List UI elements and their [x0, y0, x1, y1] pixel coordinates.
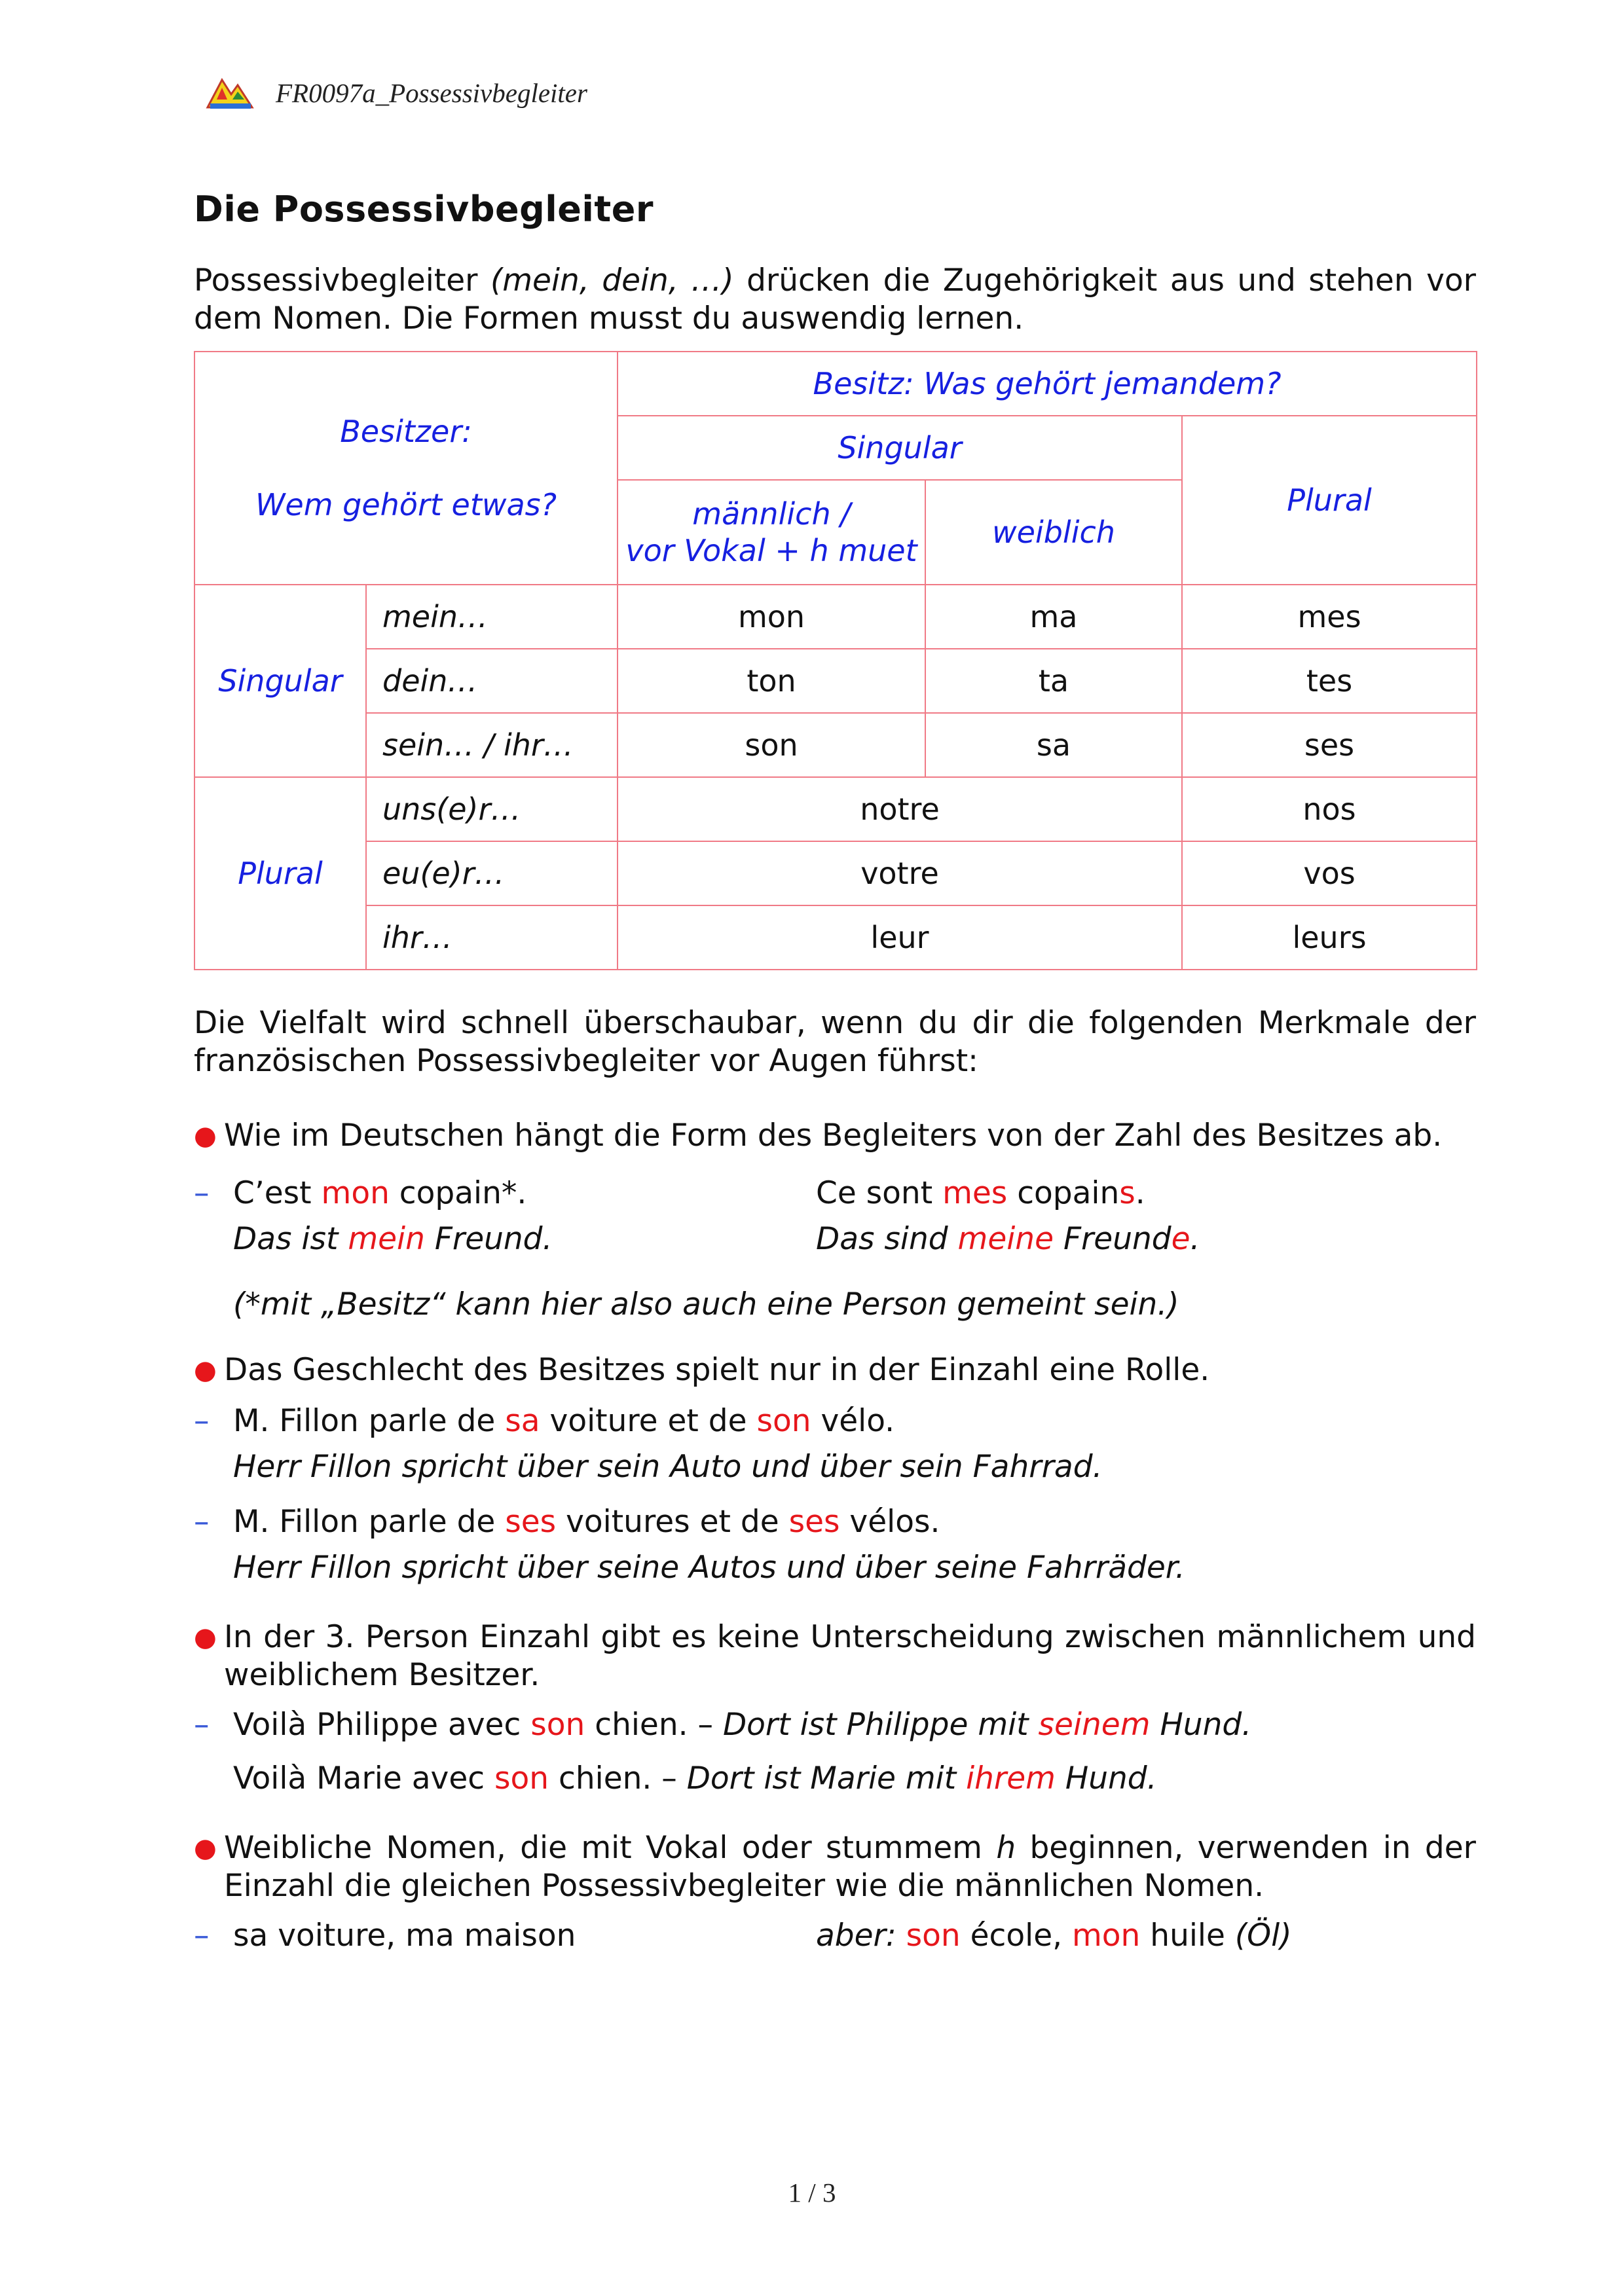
example-de: Herr Fillon spricht über sein Auto und über sein Fahrrad. — [233, 1449, 1103, 1485]
bullet-icon: ● — [194, 1355, 217, 1385]
bullet-icon: ● — [194, 1833, 217, 1863]
example-fr: Ce sont mes copains. — [816, 1175, 1145, 1211]
rule-bullet — [194, 1829, 1476, 1905]
footnote-text: (*mit „Besitz“ kann hier also auch eine Person gemeint sein.) — [233, 1286, 1179, 1322]
dash-icon: – — [194, 1707, 210, 1743]
example-block — [194, 1398, 1476, 1490]
form-cell: tes — [1182, 649, 1477, 713]
group-singular-cell: Singular — [194, 585, 366, 777]
table-row — [194, 585, 1477, 649]
page-header — [205, 73, 587, 113]
page-content — [194, 183, 1476, 1959]
masculine-header-line-1: männlich / — [692, 496, 851, 532]
form-cell: ta — [925, 649, 1182, 713]
bullet-icon: ● — [194, 1622, 217, 1652]
page-number: 1 / 3 — [788, 2178, 836, 2208]
dash-icon: – — [194, 1918, 210, 1954]
table-row — [194, 905, 1477, 970]
form-cell: mes — [1182, 585, 1477, 649]
table-row — [194, 649, 1477, 713]
masculine-header-cell — [618, 480, 925, 585]
singular-header-cell: Singular — [618, 416, 1182, 480]
owner-label-cell: sein… / ihr… — [366, 713, 618, 777]
dash-icon: – — [194, 1504, 210, 1540]
example-block — [194, 1171, 1476, 1262]
dash-icon: – — [194, 1175, 210, 1211]
owner-label-cell: uns(e)r… — [366, 777, 618, 841]
form-cell: votre — [618, 841, 1182, 905]
form-cell: ma — [925, 585, 1182, 649]
example-de: Das sind meine Freunde. — [816, 1221, 1200, 1257]
rule-text: In der 3. Person Einzahl gibt es keine Unterscheidung zwischen männlichem und weiblichem Besitzer. — [224, 1619, 1476, 1693]
example-fr: C’est mon copain*. — [233, 1175, 527, 1211]
table-row — [194, 713, 1477, 777]
example-fr: sa voiture, ma maison — [233, 1918, 576, 1954]
form-cell: vos — [1182, 841, 1477, 905]
example-block — [194, 1702, 1476, 1802]
intro-text-2: drücken die Zugehörigkeit aus und stehen vor dem Nomen. Die Formen musst du auswendig lernen. — [194, 263, 1476, 337]
form-cell: sa — [925, 713, 1182, 777]
rule-text: Das Geschlecht des Besitzes spielt nur in der Einzahl eine Rolle. — [224, 1352, 1210, 1388]
intro-italic: (mein, dein, …) — [490, 263, 734, 299]
owner-label-cell: ihr… — [366, 905, 618, 970]
form-cell: son — [618, 713, 925, 777]
mountain-logo-icon — [205, 73, 255, 113]
rule-text: Weibliche Nomen, die mit Vokal oder stummem h beginnen, verwenden in der Einzahl die gleichen Possessivbegleiter wie die männlichen Nomen. — [224, 1830, 1476, 1904]
owner-header-line-1: Besitzer: — [340, 414, 472, 449]
document-id: FR0097a_Possessivbegleiter — [276, 78, 587, 108]
form-cell: notre — [618, 777, 1182, 841]
rule-text: Wie im Deutschen hängt die Form des Begleiters von der Zahl des Besitzes ab. — [224, 1118, 1443, 1154]
example-de: Das ist mein Freund. — [233, 1221, 553, 1257]
possessive-table — [194, 351, 1477, 970]
example-contrast: aber: son école, mon huile (Öl) — [816, 1918, 1292, 1954]
example-line: Voilà Philippe avec son chien. – Dort ist Philippe mit seinem Hund. — [233, 1707, 1252, 1743]
bullet-icon: ● — [194, 1121, 217, 1151]
owner-header-line-2: Wem gehört etwas? — [255, 487, 557, 522]
owner-label-cell: dein… — [366, 649, 618, 713]
example-block — [194, 1499, 1476, 1591]
owner-label-cell: eu(e)r… — [366, 841, 618, 905]
owner-header-cell — [194, 352, 618, 585]
intro-text-1: Possessivbegleiter — [194, 263, 490, 299]
table-row — [194, 841, 1477, 905]
page-title: Die Possessivbegleiter — [194, 189, 654, 230]
plural-header-cell: Plural — [1182, 416, 1477, 585]
form-cell: leurs — [1182, 905, 1477, 970]
form-cell: nos — [1182, 777, 1477, 841]
form-cell: ses — [1182, 713, 1477, 777]
form-cell: leur — [618, 905, 1182, 970]
form-cell: ton — [618, 649, 925, 713]
rule-bullet — [194, 1618, 1476, 1694]
rule-bullet — [194, 1351, 1476, 1389]
example-fr: M. Fillon parle de ses voitures et de ses vélos. — [233, 1504, 940, 1540]
form-cell: mon — [618, 585, 925, 649]
feminine-header-cell: weiblich — [925, 480, 1182, 585]
summary-paragraph: Die Vielfalt wird schnell überschaubar, wenn du dir die folgenden Merkmale der französischen Possessivbegleiter vor Augen führst: — [194, 1005, 1476, 1079]
rule-bullet — [194, 1117, 1476, 1155]
example-block — [194, 1913, 1476, 1959]
intro-paragraph — [194, 262, 1476, 338]
possession-header-cell: Besitz: Was gehört jemandem? — [618, 352, 1477, 416]
table-header-row — [194, 352, 1477, 416]
group-plural-cell: Plural — [194, 777, 366, 970]
example-de: Herr Fillon spricht über seine Autos und über seine Fahrräder. — [233, 1550, 1185, 1586]
masculine-header-line-2: vor Vokal + h muet — [625, 533, 917, 568]
owner-label-cell: mein… — [366, 585, 618, 649]
table-row — [194, 777, 1477, 841]
example-line: Voilà Marie avec son chien. – Dort ist Marie mit ihrem Hund. — [233, 1760, 1157, 1796]
example-fr: M. Fillon parle de sa voiture et de son vélo. — [233, 1403, 895, 1439]
dash-icon: – — [194, 1403, 210, 1439]
